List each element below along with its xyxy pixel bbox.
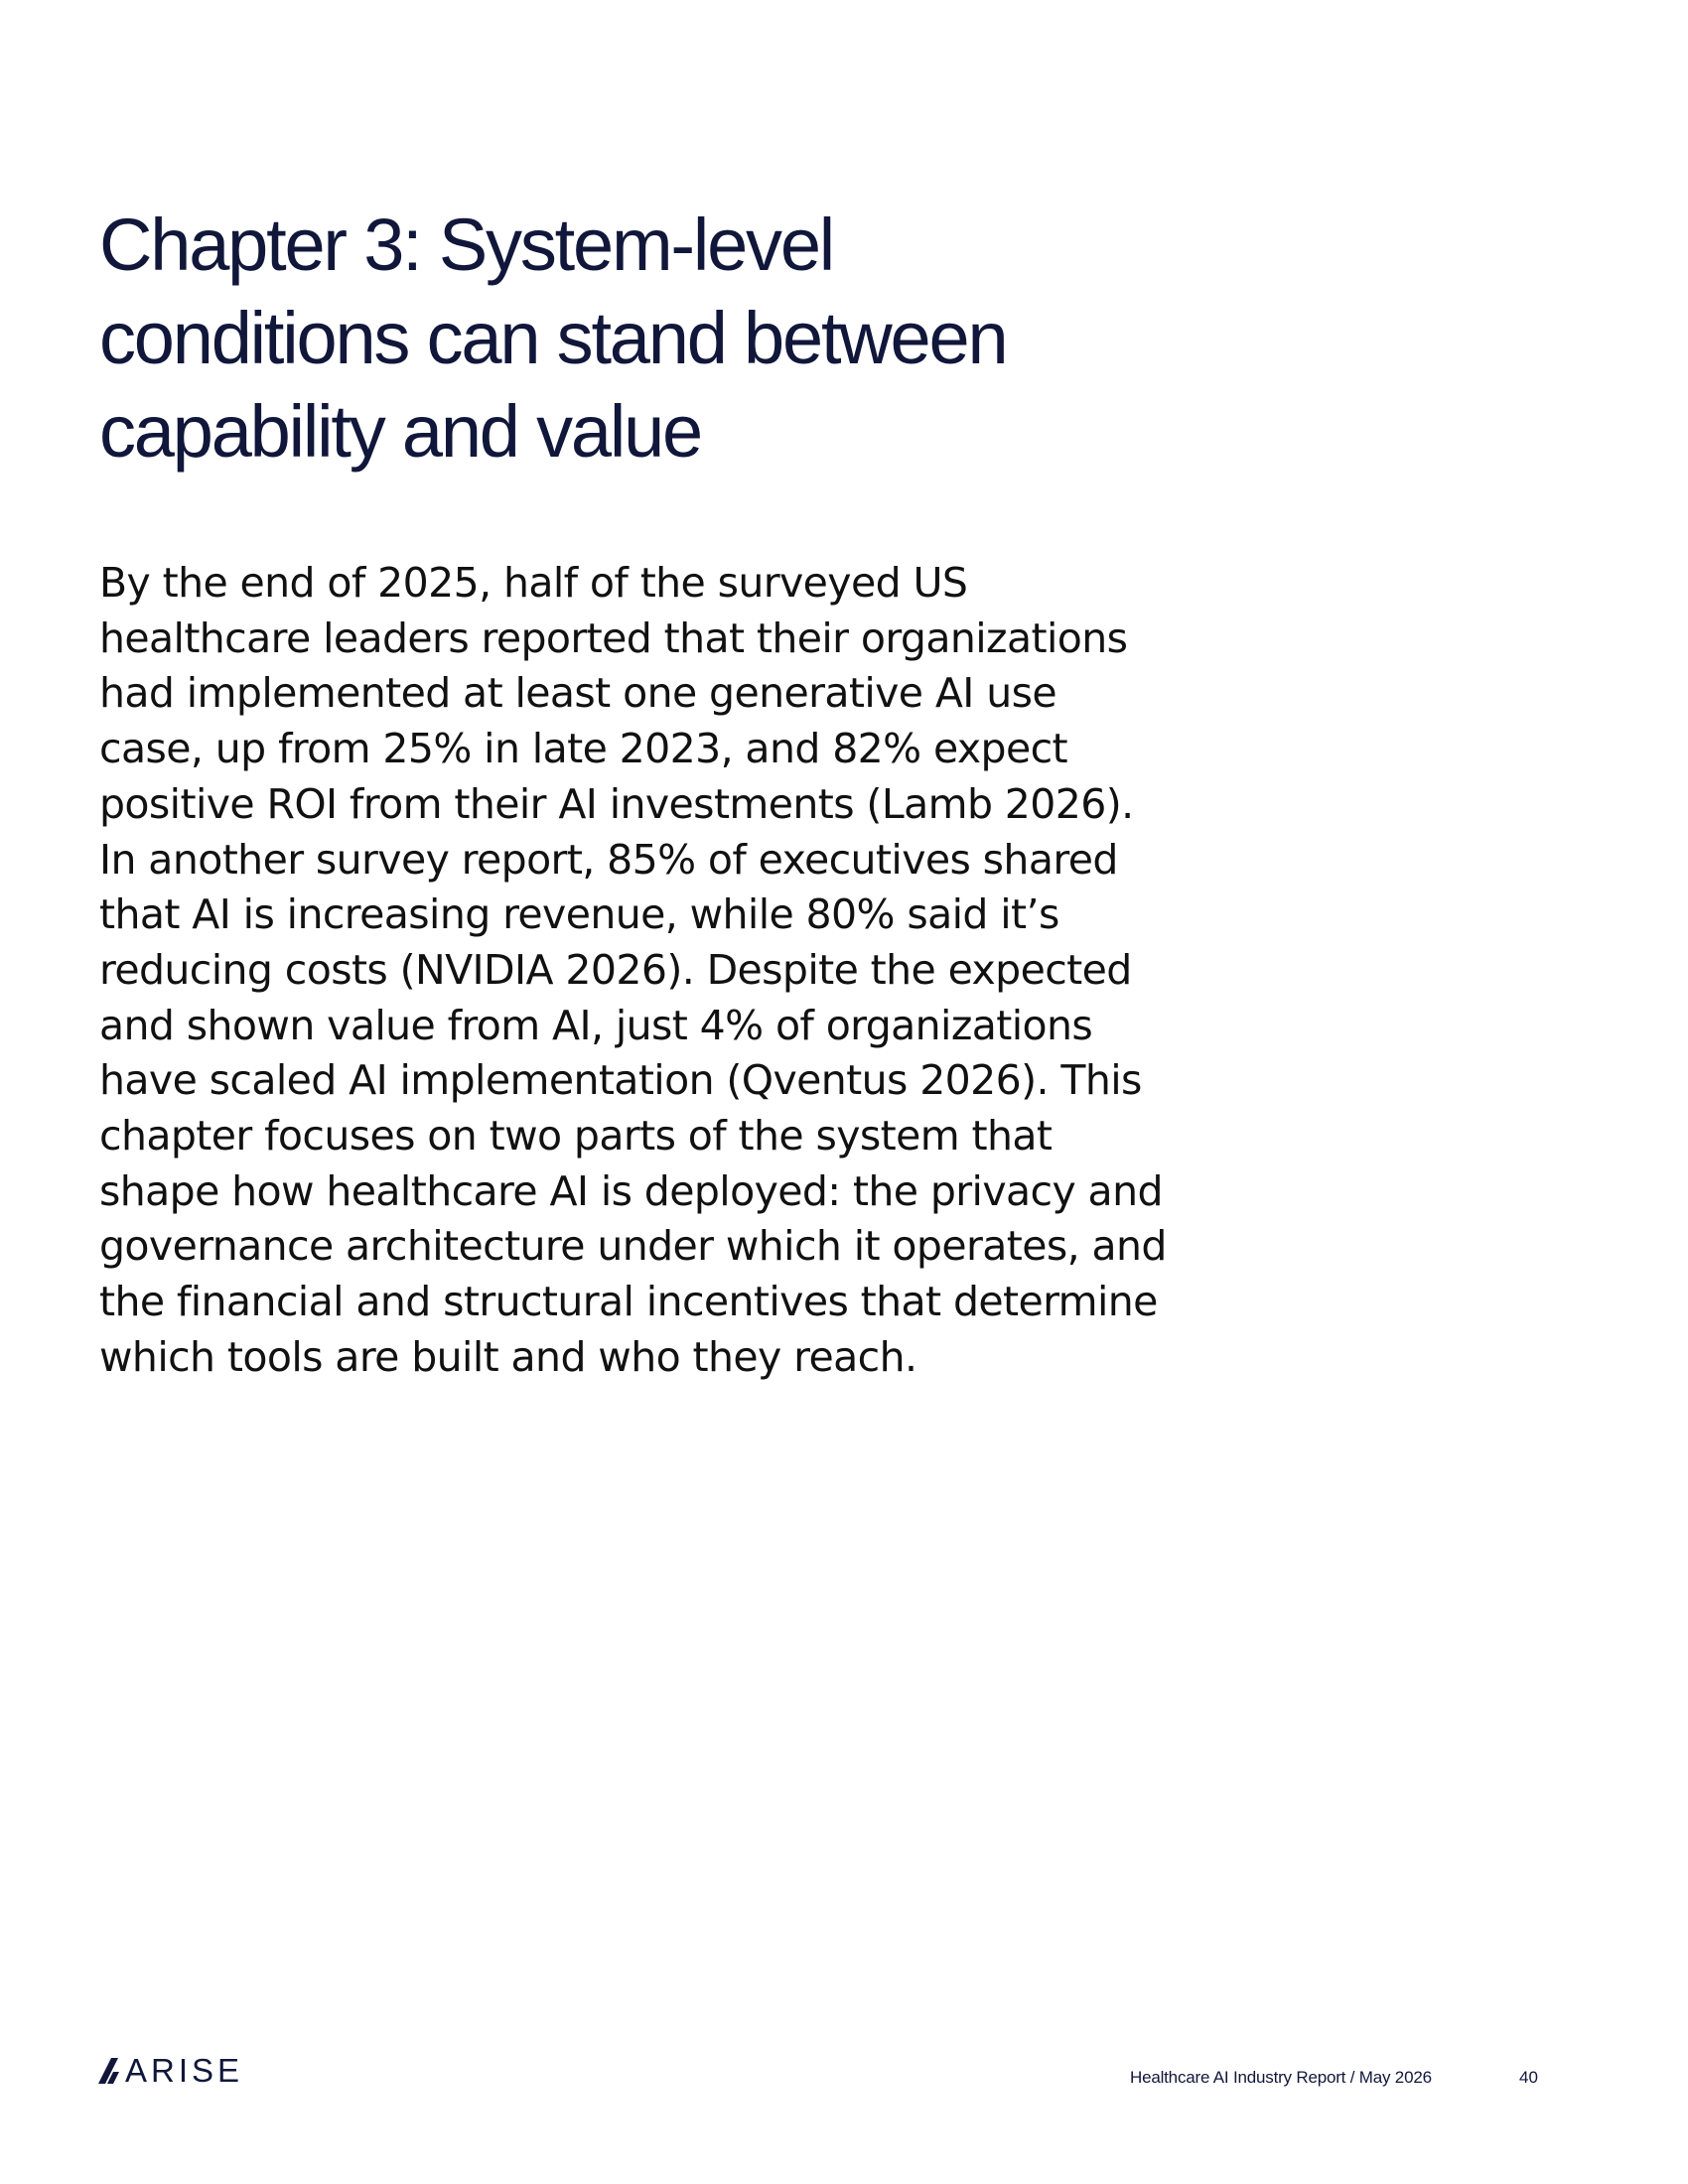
chapter-intro-paragraph: [99, 556, 1241, 1386]
paragraph-line: the financial and structural incentives that determine: [99, 1278, 1158, 1326]
paragraph-line: governance architecture under which it operates, and: [99, 1222, 1167, 1271]
report-label: Healthcare AI Industry Report / May 2026: [1130, 2068, 1432, 2087]
paragraph-line: In another survey report, 85% of executives shared: [99, 835, 1118, 884]
chapter-title-line: conditions can stand between: [99, 297, 1007, 379]
page-number: 40: [1519, 2068, 1538, 2087]
paragraph-line: had implemented at least one generative AI use: [99, 669, 1056, 718]
paragraph-line: shape how healthcare AI is deployed: the privacy and: [99, 1166, 1163, 1215]
paragraph-line: that AI is increasing revenue, while 80% said it’s: [99, 890, 1059, 939]
paragraph-line: and shown value from AI, just 4% of organizations: [99, 1001, 1093, 1049]
arise-logo: [97, 2051, 243, 2091]
paragraph-line: healthcare leaders reported that their organizations: [99, 614, 1128, 662]
logo-wordmark: ARISE: [125, 2052, 244, 2089]
paragraph-line: reducing costs (NVIDIA 2026). Despite the expected: [99, 945, 1132, 994]
arise-slash-logo-icon: [97, 2058, 121, 2084]
chapter-title-line: capability and value: [99, 390, 701, 473]
paragraph-line: chapter focuses on two parts of the system that: [99, 1112, 1053, 1160]
chapter-title-line: Chapter 3: System-level: [99, 204, 834, 286]
paragraph-line: have scaled AI implementation (Qventus 2026). This: [99, 1056, 1142, 1105]
paragraph-line: case, up from 25% in late 2023, and 82% expect: [99, 725, 1067, 773]
paragraph-line: By the end of 2025, half of the surveyed US: [99, 559, 968, 607]
chapter-title: [99, 199, 1192, 478]
paragraph-line: which tools are built and who they reach.: [99, 1332, 917, 1381]
paragraph-line: positive ROI from their AI investments (Lamb 2026).: [99, 779, 1134, 828]
